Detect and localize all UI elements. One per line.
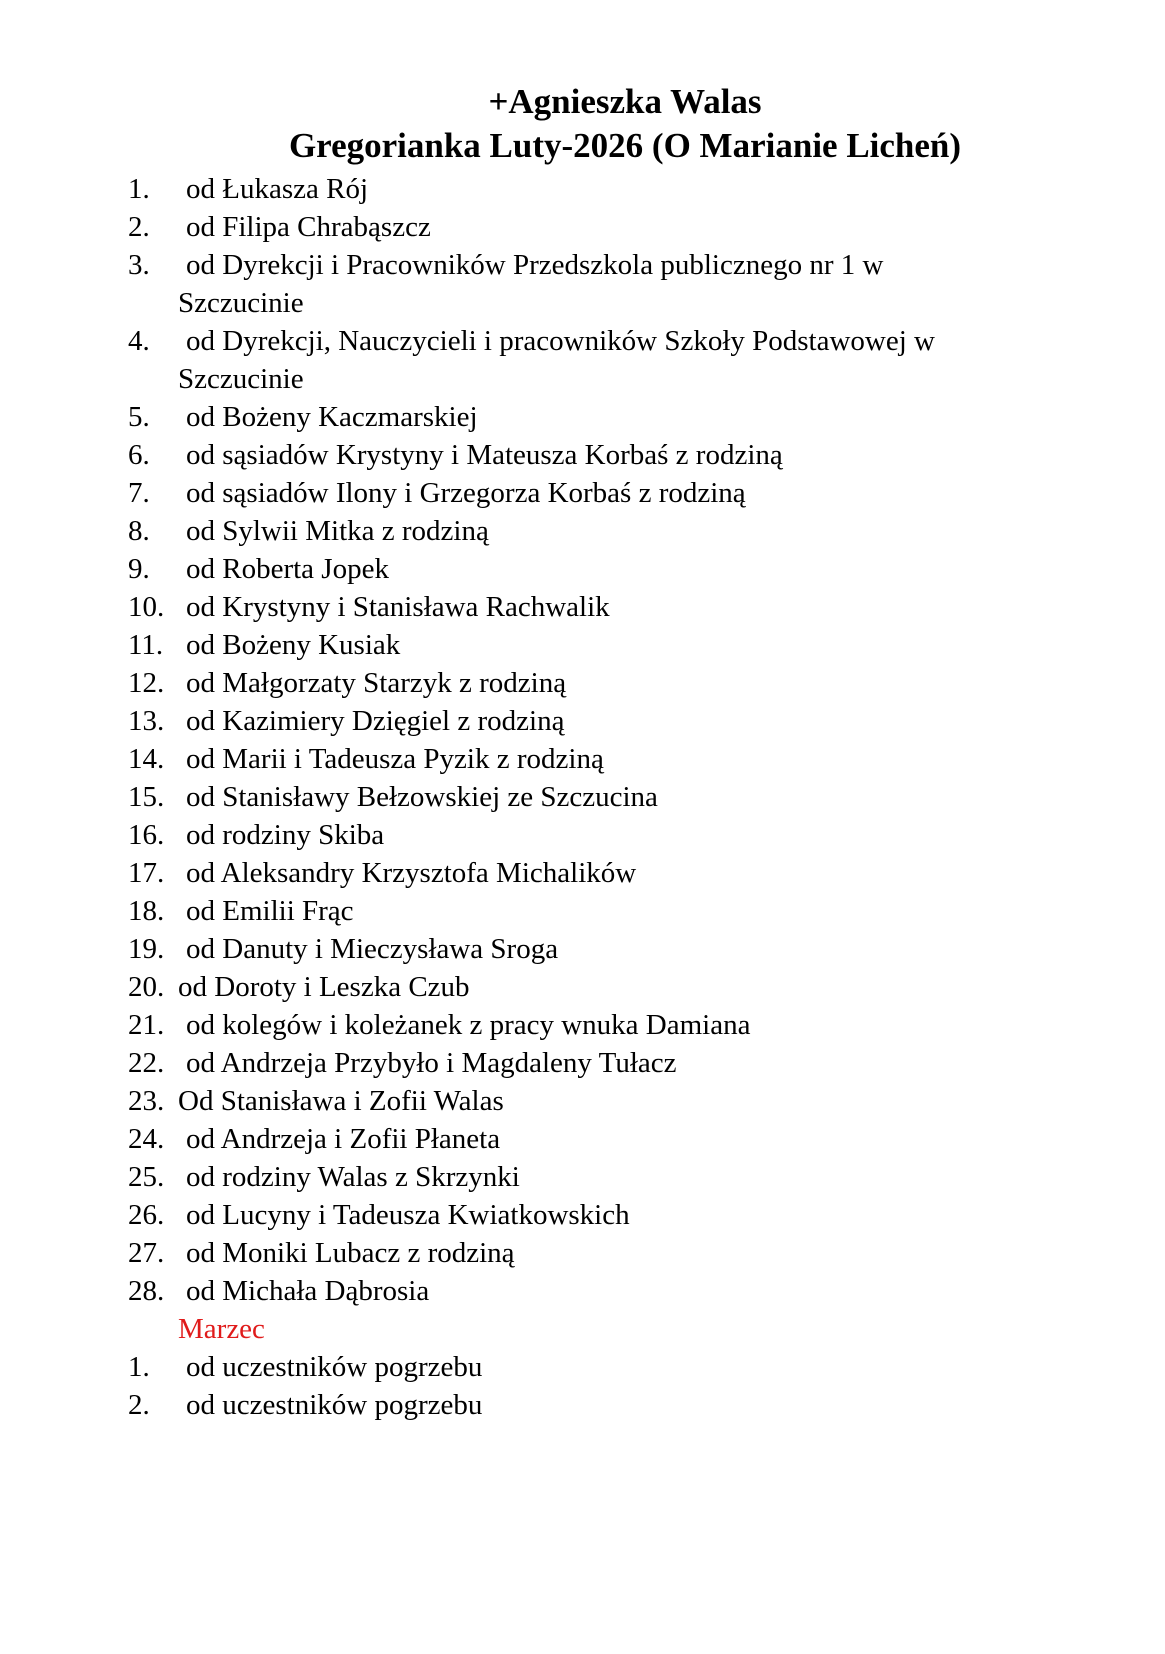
item-text: od uczestników pogrzebu <box>186 1389 483 1421</box>
list-item <box>128 1006 1058 1044</box>
item-text: od Roberta Jopek <box>186 553 389 585</box>
item-number: 27. <box>128 1237 165 1269</box>
item-text: od sąsiadów Ilony i Grzegorza Korbaś z rodziną <box>186 477 746 509</box>
item-text: od Małgorzaty Starzyk z rodziną <box>186 667 567 699</box>
item-number: 25. <box>128 1161 165 1193</box>
item-number: 11. <box>128 629 164 661</box>
item-number: 12. <box>128 667 165 699</box>
item-number: 2. <box>128 211 150 243</box>
item-text-continuation: Szczucinie <box>178 363 304 395</box>
item-number: 21. <box>128 1009 165 1041</box>
list-item <box>128 664 1058 702</box>
item-number: 20. <box>128 971 165 1003</box>
list-item <box>128 474 1058 512</box>
section-heading-march: Marzec <box>178 1313 265 1345</box>
item-text: od Marii i Tadeusza Pyzik z rodziną <box>186 743 604 775</box>
item-number: 2. <box>128 1389 150 1421</box>
item-number: 1. <box>128 1351 150 1383</box>
item-text-continuation: Szczucinie <box>178 287 304 319</box>
list-item <box>128 246 1058 322</box>
item-text: od Emilii Frąc <box>186 895 354 927</box>
item-number: 28. <box>128 1275 165 1307</box>
item-text: od Aleksandry Krzysztofa Michalików <box>186 857 637 889</box>
item-number: 8. <box>128 515 150 547</box>
item-number: 13. <box>128 705 165 737</box>
item-text: od Bożeny Kaczmarskiej <box>186 401 478 433</box>
item-number: 17. <box>128 857 165 889</box>
item-number: 3. <box>128 249 150 281</box>
list-item <box>128 930 1058 968</box>
list-item <box>128 550 1058 588</box>
item-text: od Michała Dąbrosia <box>186 1275 430 1307</box>
item-number: 26. <box>128 1199 165 1231</box>
item-text: od Lucyny i Tadeusza Kwiatkowskich <box>186 1199 630 1231</box>
item-number: 22. <box>128 1047 165 1079</box>
item-number: 7. <box>128 477 150 509</box>
item-text: od Kazimiery Dzięgiel z rodziną <box>186 705 565 737</box>
item-text: od rodziny Skiba <box>186 819 385 851</box>
item-text: od sąsiadów Krystyny i Mateusza Korbaś z rodziną <box>186 439 783 471</box>
list-item <box>128 208 1058 246</box>
item-text: od Doroty i Leszka Czub <box>178 971 470 1003</box>
item-number: 16. <box>128 819 165 851</box>
list-item <box>128 322 1058 398</box>
intentions-list <box>128 170 1058 1424</box>
list-item <box>128 626 1058 664</box>
item-number: 9. <box>128 553 150 585</box>
item-number: 10. <box>128 591 165 623</box>
title-line-2: Gregorianka Luty-2026 (O Marianie Licheń) <box>288 126 962 165</box>
list-item <box>128 1196 1058 1234</box>
item-text: od Andrzeja i Zofii Płaneta <box>186 1123 501 1155</box>
item-text: od rodziny Walas z Skrzynki <box>186 1161 520 1193</box>
list-item <box>128 170 1058 208</box>
item-number: 1. <box>128 173 150 205</box>
item-number: 6. <box>128 439 150 471</box>
item-text: od kolegów i koleżanek z pracy wnuka Damiana <box>186 1009 751 1041</box>
list-item <box>128 740 1058 778</box>
item-text: od Andrzeja Przybyło i Magdaleny Tułacz <box>186 1047 677 1079</box>
item-text: od Danuty i Mieczysława Sroga <box>186 933 559 965</box>
list-item <box>128 1158 1058 1196</box>
item-text: od uczestników pogrzebu <box>186 1351 483 1383</box>
list-item <box>128 892 1058 930</box>
list-item <box>128 1234 1058 1272</box>
item-text: od Dyrekcji i Pracowników Przedszkola publicznego nr 1 w <box>186 249 884 281</box>
item-text: od Moniki Lubacz z rodziną <box>186 1237 515 1269</box>
item-text: od Sylwii Mitka z rodziną <box>186 515 489 547</box>
list-item <box>128 1348 1058 1386</box>
item-text: od Łukasza Rój <box>186 173 369 205</box>
list-item <box>128 398 1058 436</box>
list-item <box>128 1386 1058 1424</box>
item-number: 4. <box>128 325 150 357</box>
list-item <box>128 968 1058 1006</box>
list-item <box>128 778 1058 816</box>
item-number: 23. <box>128 1085 165 1117</box>
list-item <box>128 1272 1058 1310</box>
item-number: 15. <box>128 781 165 813</box>
list-item <box>128 512 1058 550</box>
item-text: od Krystyny i Stanisława Rachwalik <box>186 591 610 623</box>
item-number: 24. <box>128 1123 165 1155</box>
item-text: Od Stanisława i Zofii Walas <box>178 1085 504 1117</box>
item-number: 18. <box>128 895 165 927</box>
item-number: 5. <box>128 401 150 433</box>
list-item <box>128 854 1058 892</box>
item-text: od Bożeny Kusiak <box>186 629 401 661</box>
item-number: 19. <box>128 933 165 965</box>
list-item <box>128 816 1058 854</box>
item-text: od Dyrekcji, Nauczycieli i pracowników Szkoły Podstawowej w <box>186 325 935 357</box>
list-item <box>128 1082 1058 1120</box>
list-item <box>128 702 1058 740</box>
title-line-1: +Agnieszka Walas <box>488 82 762 121</box>
list-item <box>128 588 1058 626</box>
list-item <box>128 1120 1058 1158</box>
list-item <box>128 436 1058 474</box>
list-item <box>128 1044 1058 1082</box>
item-text: od Stanisławy Bełzowskiej ze Szczucina <box>186 781 658 813</box>
item-text: od Filipa Chrabąszcz <box>186 211 431 243</box>
item-number: 14. <box>128 743 165 775</box>
